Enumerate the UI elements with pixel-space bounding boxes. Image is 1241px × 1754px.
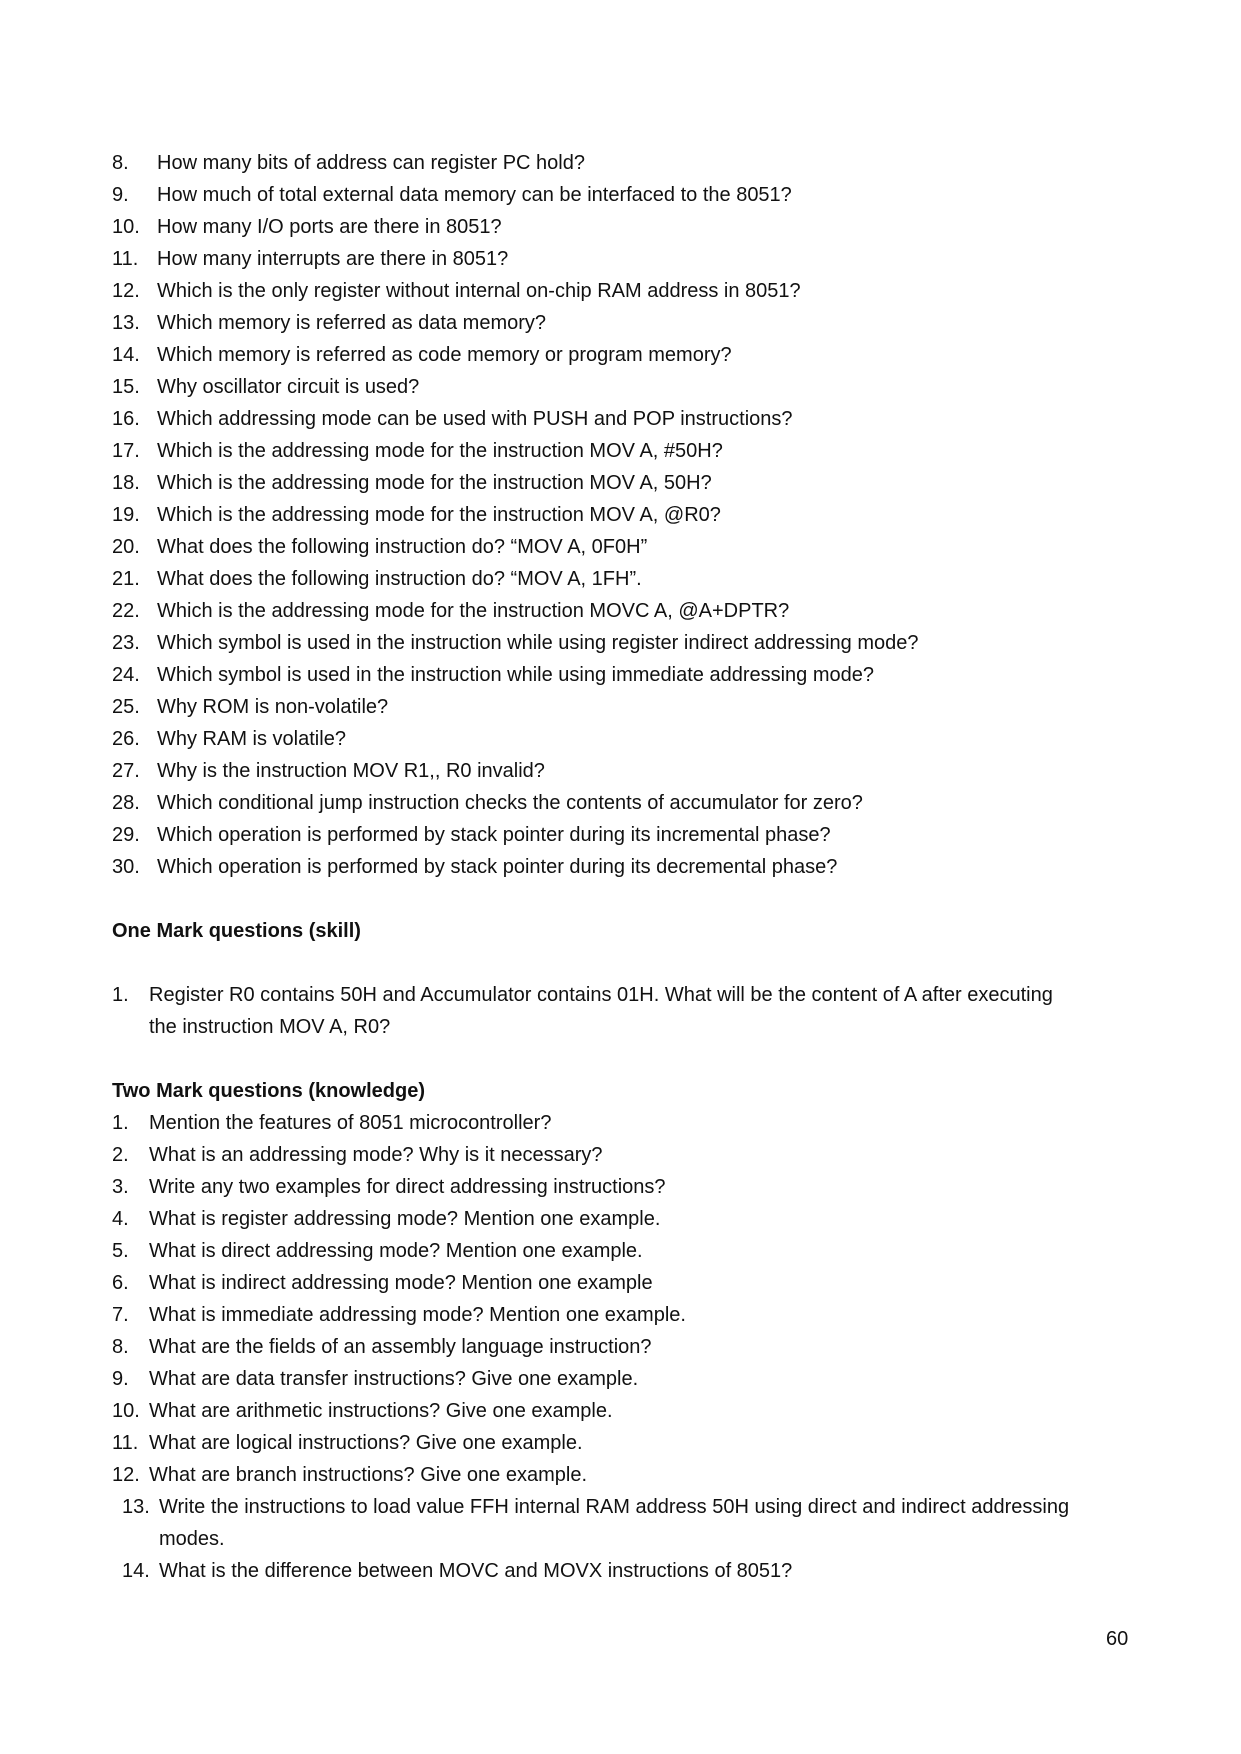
two-mark-heading: Two Mark questions (knowledge) (112, 1080, 425, 1102)
document-page: 8. How many bits of address can register PC hold? 9. How much of total external data memory can be interfaced to the 8051? 10. How many I/O ports are there in 8051? 11. How many interrupts are there in 8051? 12. Which is the only register without internal on-chip RAM address in 8051? 13. Which memory is referred as data memory? 14. Which memory is referred as code memory or program memory? 15. Why oscillator circuit is used? 16. Which addressing mode can be used with PUSH and POP instructions? 17. Which is the addressing mode for the instruction MOV A, #50H? 18. Which is the addressing mode for the instruction MOV A, 50H? 19. Which is the addressing mode for the instruction MOV A, @R0? 20. What does the following instruction do? “MOV A, 0F0H” 21. What does the following instruction do? “MOV A, 1FH”. 22. Which is the addressing mode for the instruction MOVC A, @A+DPTR? 23. Which symbol is used in the instruction while using register indirect addressing mode? 24. Which symbol is used in the instruction while using immediate addressing mode? 25. Why ROM is non-volatile? 26. Why RAM is volatile? 27. Why is the instruction MOV R1,, R0 invalid? 28. Which conditional jump instruction checks the contents of accumulator for zero? 29. Which operation is performed by stack pointer during its incremental phase? 30. Which operation is performed by stack pointer during its decremental phase? One Mark questions (skill) 1. Register R0 contains 50H and Accumulator contains 01H. What will be the content of A after executing the instruction MOV A, R0? Two Mark questions (knowledge) 1. Mention the features of 8051 microcontroller? 2. What is an addressing mode? Why is it necessary? 3. Write any two examples for direct addressing instructions? 4. What is register addressing mode? Mention one example. 5. What is direct addressing mode? Mention one example. 6. What is indirect addressing mode? Mention one example 7. What is immediate addressing mode? Mention one example. 8. What are the fields of an assembly language instruction? 9. What are data transfer instructions? Give one example. 10. What are arithmetic instructions? Give one example. 11. What are logical instructions? Give one example. 12. What are branch instructions? Give one example. 13. Write the instructions to load value FFH internal RAM address 50H using direct and indirect addressing modes. 14. What is the difference between MOVC and MOVX instructions of 8051? 60 (112, 152, 1129, 1650)
page-number: 60 (1106, 1628, 1129, 1650)
one-mark-heading: One Mark questions (skill) (112, 920, 361, 942)
